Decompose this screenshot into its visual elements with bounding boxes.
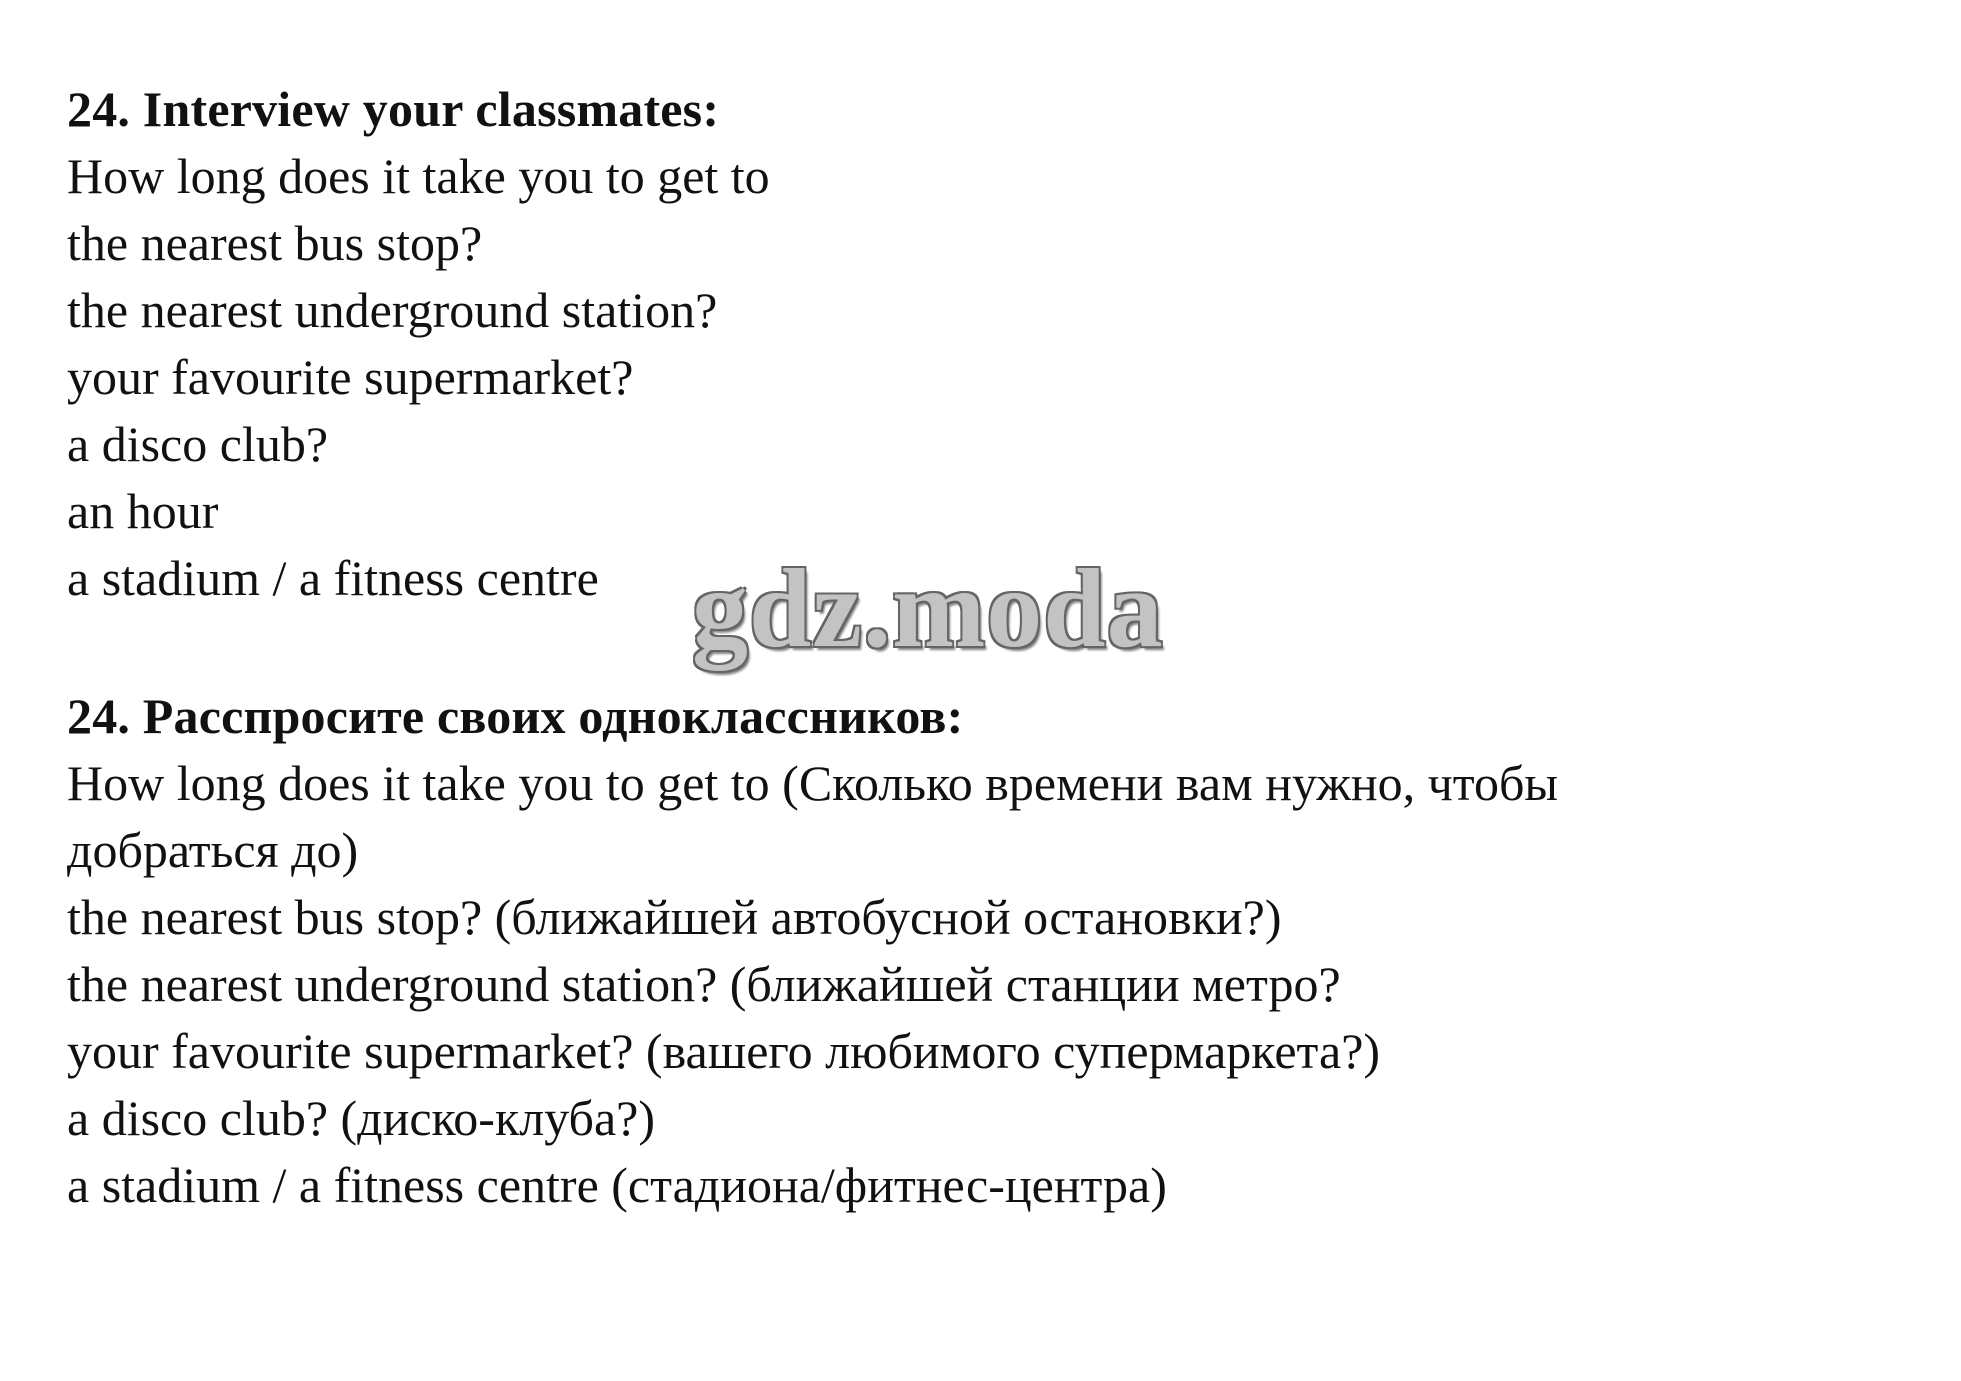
text-line: добраться до) xyxy=(67,822,359,878)
english-section xyxy=(67,76,770,612)
text-line: your favourite supermarket? (вашего любимого супермаркета?) xyxy=(67,1023,1381,1079)
text-line: a disco club? (диско-клуба?) xyxy=(67,1090,656,1146)
text-line: an hour xyxy=(67,483,219,539)
text-line: the nearest underground station? xyxy=(67,282,718,338)
text-line: How long does it take you to get to xyxy=(67,148,770,204)
russian-section xyxy=(67,683,1558,1219)
exercise-heading-en: 24. Interview your classmates: xyxy=(67,81,720,137)
text-line: the nearest bus stop? (ближайшей автобусной остановки?) xyxy=(67,889,1282,945)
text-line: a disco club? xyxy=(67,416,329,472)
text-line: your favourite supermarket? xyxy=(67,349,634,405)
text-line: a stadium / a fitness centre xyxy=(67,550,599,606)
exercise-heading-ru: 24. Расспросите своих одноклассников: xyxy=(67,688,964,744)
text-line: How long does it take you to get to (Сколько времени вам нужно, чтобы xyxy=(67,755,1558,811)
text-line: a stadium / a fitness centre (стадиона/фитнес-центра) xyxy=(67,1157,1167,1213)
site-watermark: gdz.moda xyxy=(692,547,1164,671)
text-line: the nearest bus stop? xyxy=(67,215,483,271)
text-line: the nearest underground station? (ближайшей станции метро? xyxy=(67,956,1341,1012)
